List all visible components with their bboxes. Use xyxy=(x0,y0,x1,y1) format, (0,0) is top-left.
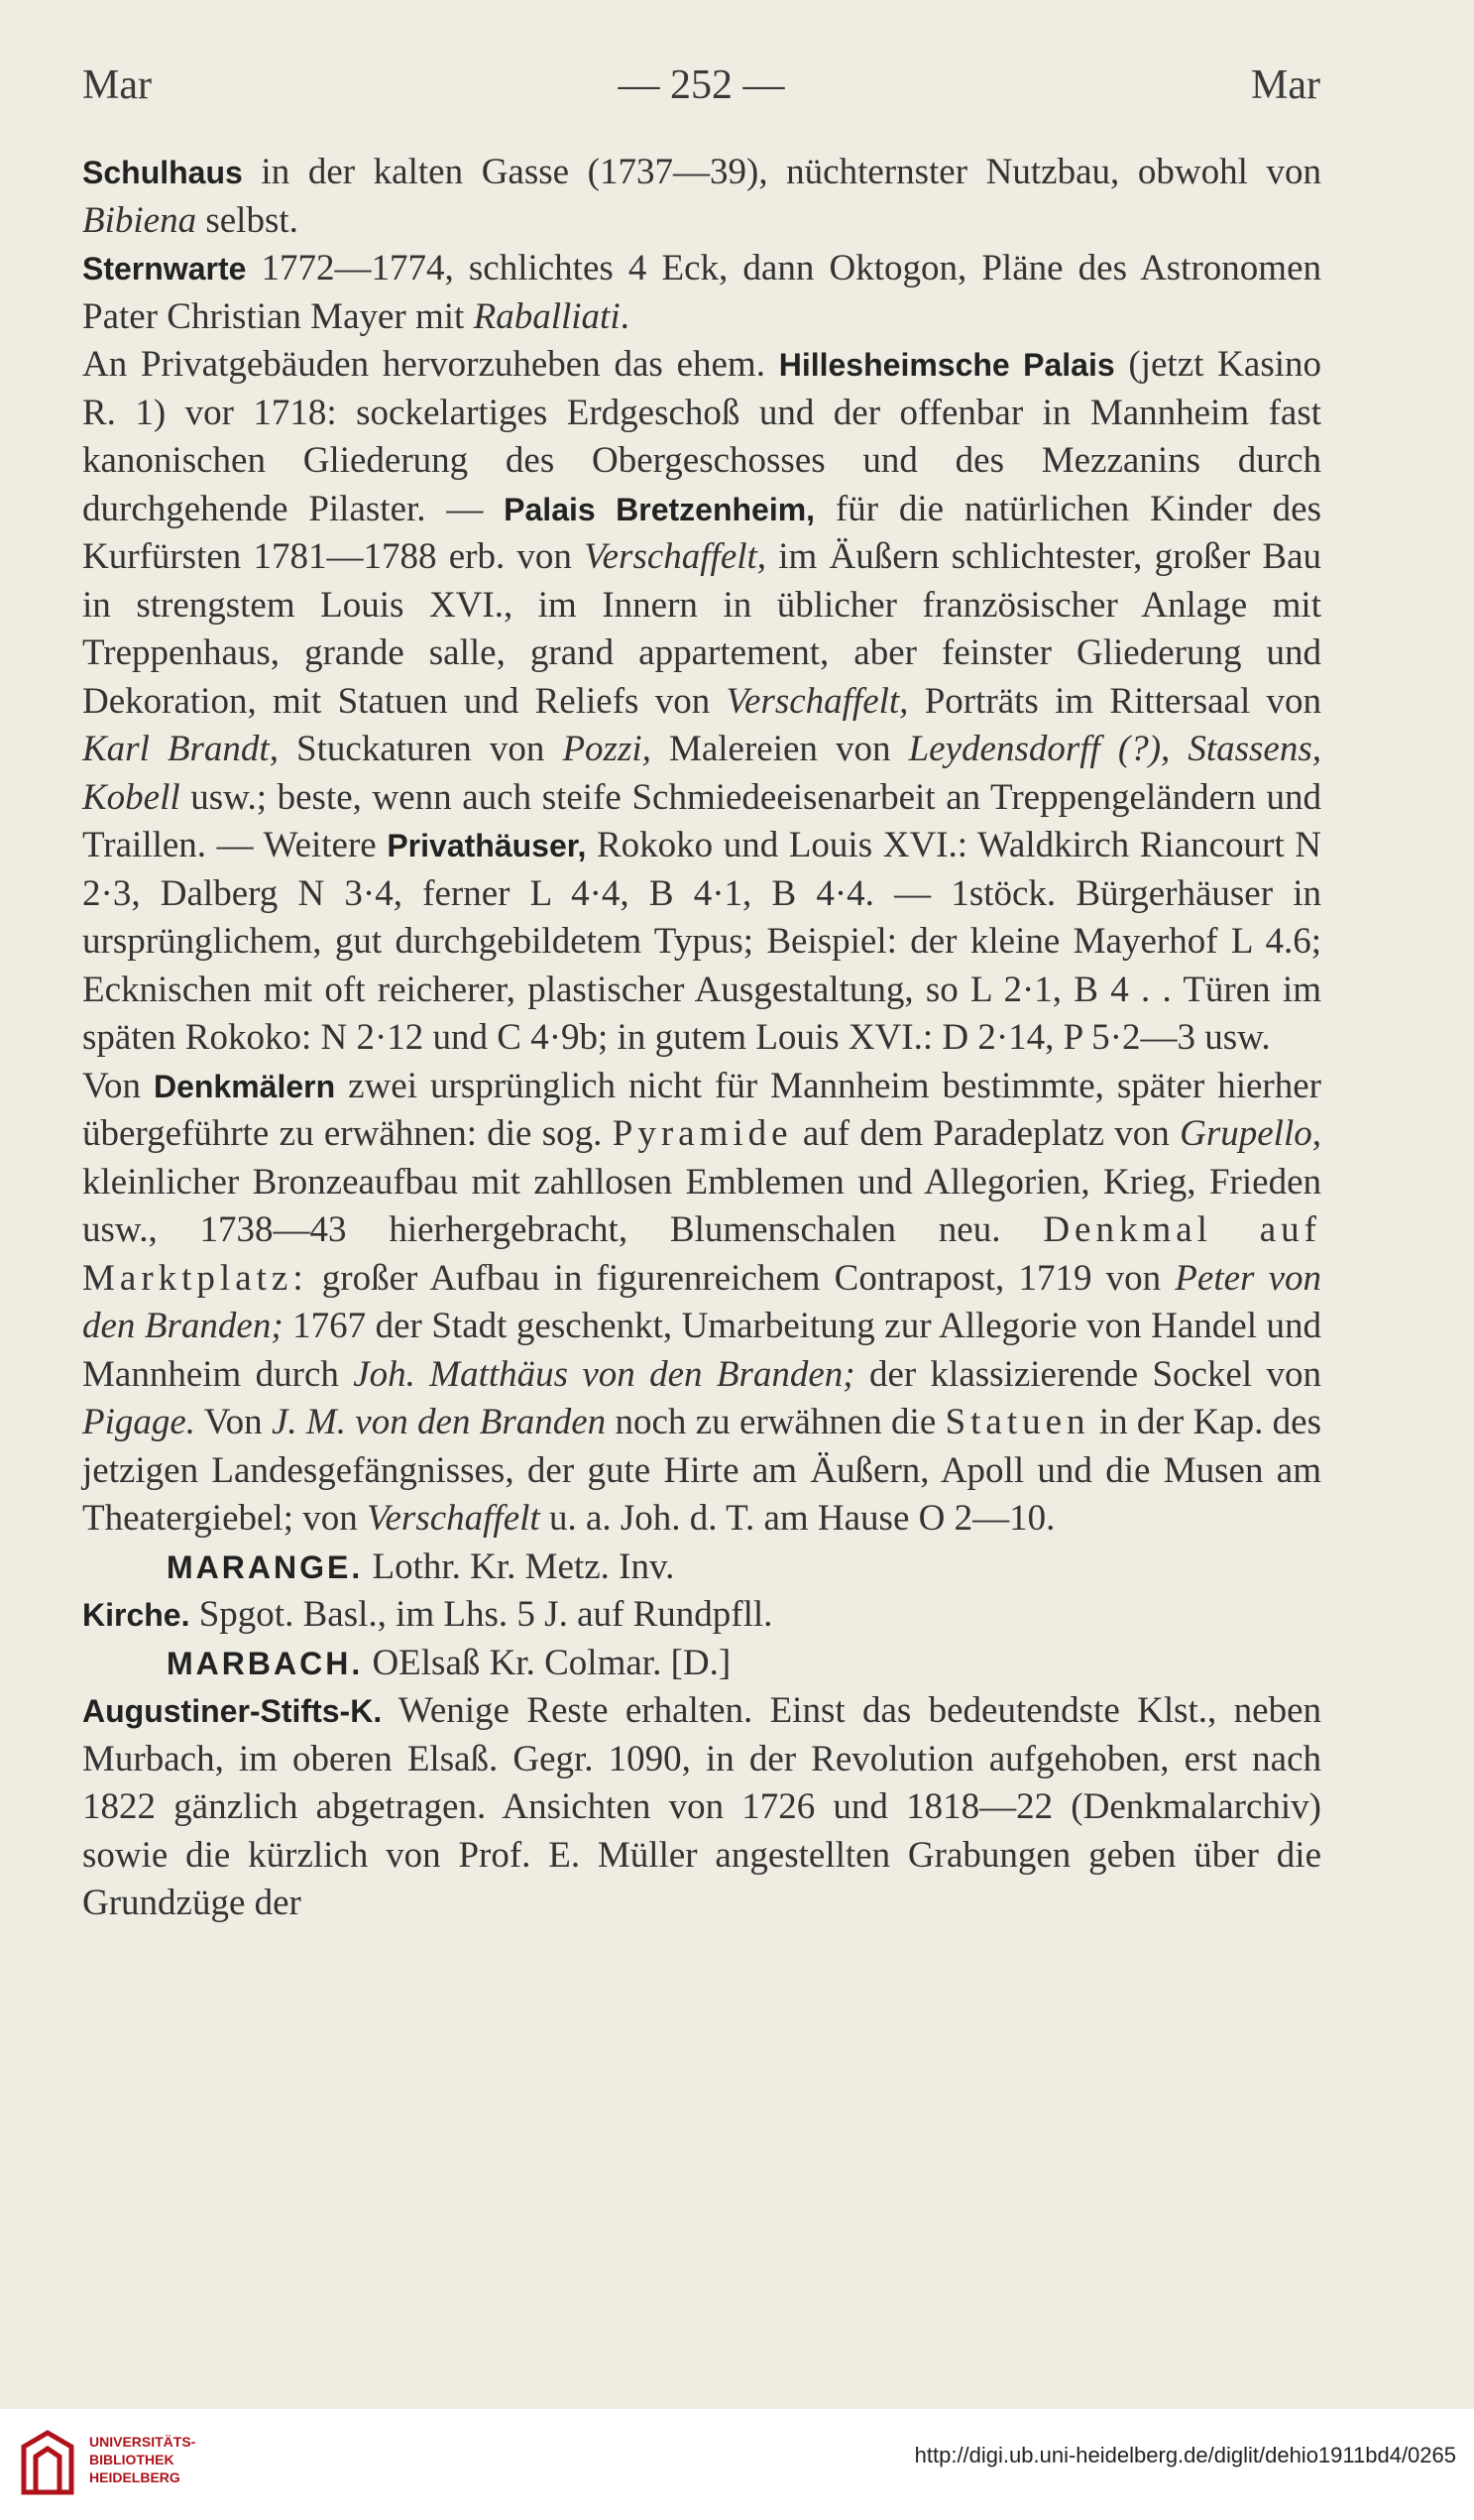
body-text xyxy=(82,149,1321,1928)
text-run: Lothr. Kr. Metz. Inv. xyxy=(363,1546,675,1587)
entry-keyword: Schulhaus xyxy=(82,155,243,190)
text-run: Verschaffelt, xyxy=(726,680,909,722)
paragraph xyxy=(82,1591,1321,1640)
text-run: großer Aufbau in figurenreichem Contrapost, 1719 von xyxy=(307,1257,1176,1299)
text-run: Verschaffelt, xyxy=(584,536,767,577)
paragraph xyxy=(82,1687,1321,1928)
text-run: Statuen xyxy=(945,1402,1090,1442)
text-run: J. M. von den Branden xyxy=(271,1402,607,1442)
text-run: in der kalten Gasse (1737—39), nüchternster Nutzbau, obwohl von xyxy=(242,152,1321,192)
paragraph xyxy=(82,1063,1321,1544)
library-logo-icon xyxy=(14,2427,81,2498)
paragraph xyxy=(82,245,1321,341)
entry-keyword: Kirche. xyxy=(82,1597,190,1633)
running-header xyxy=(82,57,1320,113)
text-run: kleinlicher Bronzeaufbau mit zahllosen Emblemen und Allegorien, Krieg, Frieden usw., 1738—43 hierhergebracht, Blumenschalen neu. xyxy=(82,1161,1321,1250)
text-run: Raballiati xyxy=(473,295,621,337)
library-name-line: BIBLIOTHEK xyxy=(89,2452,174,2467)
paragraph xyxy=(82,1640,1321,1688)
text-run: Porträts im Rittersaal von xyxy=(908,680,1321,722)
paragraph xyxy=(82,149,1321,245)
text-run: Von xyxy=(195,1402,272,1442)
text-run: der klassizierende Sockel von xyxy=(854,1353,1321,1395)
library-name-line: HEIDELBERG xyxy=(89,2469,180,2485)
text-run: Spgot. Basl., im Lhs. 5 J. auf Rundpfll. xyxy=(189,1594,773,1635)
entry-keyword: Denkmälern xyxy=(153,1068,336,1104)
text-run: selbst. xyxy=(196,199,298,241)
page-number: — 252 — xyxy=(618,62,785,108)
text-run: Stuckaturen von xyxy=(278,729,563,769)
text-run: Denkmal auf Marktplatz: xyxy=(82,1209,1321,1299)
text-run: OElsaß Kr. Colmar. [D.] xyxy=(363,1642,732,1683)
entry-keyword: Sternwarte xyxy=(82,251,247,286)
text-run: zwei ursprünglich nicht für Mannheim bestimmte, später hierher übergeführte zu erwähnen: die sog. xyxy=(82,1065,1321,1154)
text-run: Pozzi, xyxy=(562,729,651,769)
text-run: usw.; beste, wenn auch steife Schmiedeeisenarbeit an Treppengeländern und Traillen. — Weitere xyxy=(82,776,1321,865)
text-run: An Privatgebäuden hervorzuheben das ehem. xyxy=(82,344,779,385)
text-run: u. a. Joh. d. T. am Hause O 2—10. xyxy=(539,1498,1056,1539)
text-run: im Äußern schlichtester, großer Bau in strengstem Louis XVI., im Innern in üblicher französischer Anlage mit Treppenhaus, grande salle, grand appartement, aber feinster Gliederung und Dekoration, mit Statuen und Reliefs von xyxy=(82,536,1321,722)
entry-keyword: Privathäuser, xyxy=(387,828,587,863)
library-name-line: UNIVERSITÄTS- xyxy=(89,2434,196,2450)
text-run: in der Kap. des jetzigen Landesgefängnisses, der gute Hirte am Äußern, Apoll und die Musen am Theatergiebel; von xyxy=(82,1402,1321,1539)
text-run: Peter von den Branden; xyxy=(82,1257,1322,1346)
text-run: Von xyxy=(82,1065,154,1106)
header-right-keyword: Mar xyxy=(1251,62,1320,108)
text-run: Joh. Matthäus von den Branden; xyxy=(353,1353,855,1395)
text-run: Rokoko und Louis XVI.: Waldkirch Riancourt N 2·3, Dalberg N 3·4, ferner L 4·4, B 4·1, B 4·4. — 1stöck. Bürgerhäuser in ursprünglichem, gut durchgebildetem Typus; Beispiel: der kleine Mayerhof L 4.6; Ecknischen mit oft reicherer, plastischer Ausgestaltung, so L 2·1, B 4 . . Türen im späten Rokoko: N 2·12 und C 4·9b; in gutem Louis XVI.: D 2·14, P 5·2—3 usw. xyxy=(82,825,1321,1058)
paragraph xyxy=(82,1544,1321,1592)
text-run: für die natürlichen Kinder des Kurfürsten 1781—1788 erb. von xyxy=(82,488,1322,577)
text-run: . xyxy=(620,295,629,337)
text-run: auf dem Paradeplatz von xyxy=(792,1113,1181,1154)
header-left-keyword: Mar xyxy=(82,62,152,108)
text-run: 1767 der Stadt geschenkt, Umarbeitung zur Allegorie von Handel und Mannheim durch xyxy=(82,1306,1321,1395)
entry-keyword: MARANGE. xyxy=(167,1548,364,1585)
text-run: Grupello, xyxy=(1180,1113,1321,1154)
source-url-link[interactable]: http://digi.ub.uni-heidelberg.de/diglit/dehio1911bd4/0265 xyxy=(914,2443,1456,2467)
text-run: Leydensdorff (?), Stassens, Kobell xyxy=(82,729,1321,818)
text-run: (jetzt Kasino R. 1) vor 1718: sockelartiges Erdgeschoß und der offenbar in Mannheim fast kanonischen Gliederung des Obergeschosses und des Mezzanins durch durchgehende Pilaster. — xyxy=(82,344,1321,529)
text-run: Pigage. xyxy=(82,1402,196,1442)
footer xyxy=(0,2409,1474,2520)
text-run: Wenige Reste erhalten. Einst das bedeutendste Klst., neben Murbach, im oberen Elsaß. Gegr. 1090, in der Revolution aufgehoben, erst nach 1822 gänzlich abgetragen. Ansichten von 1726 und 1818—22 (Denkmalarchiv) sowie die kürzlich von Prof. E. Müller angestellten Grabungen geben über die Grundzüge der xyxy=(82,1690,1321,1923)
entry-keyword: Augustiner-Stifts-K. xyxy=(82,1693,383,1729)
text-run: Malereien von xyxy=(650,729,909,769)
text-run: 1772—1774, schlichtes 4 Eck, dann Oktogon, Pläne des Astronomen Pater Christian Mayer mit xyxy=(82,248,1321,337)
text-run: Bibiena xyxy=(82,199,197,241)
text-run: Verschaffelt xyxy=(367,1498,540,1539)
entry-keyword: Palais Bretzenheim, xyxy=(504,491,816,527)
entry-keyword: Hillesheimsche Palais xyxy=(778,347,1115,383)
library-name xyxy=(89,2433,195,2486)
text-run: Karl Brandt, xyxy=(82,729,279,769)
text-run: Pyramide xyxy=(612,1113,793,1154)
text-run: noch zu erwähnen die xyxy=(606,1402,946,1442)
paragraph xyxy=(82,341,1321,1063)
entry-keyword: MARBACH. xyxy=(167,1645,364,1681)
